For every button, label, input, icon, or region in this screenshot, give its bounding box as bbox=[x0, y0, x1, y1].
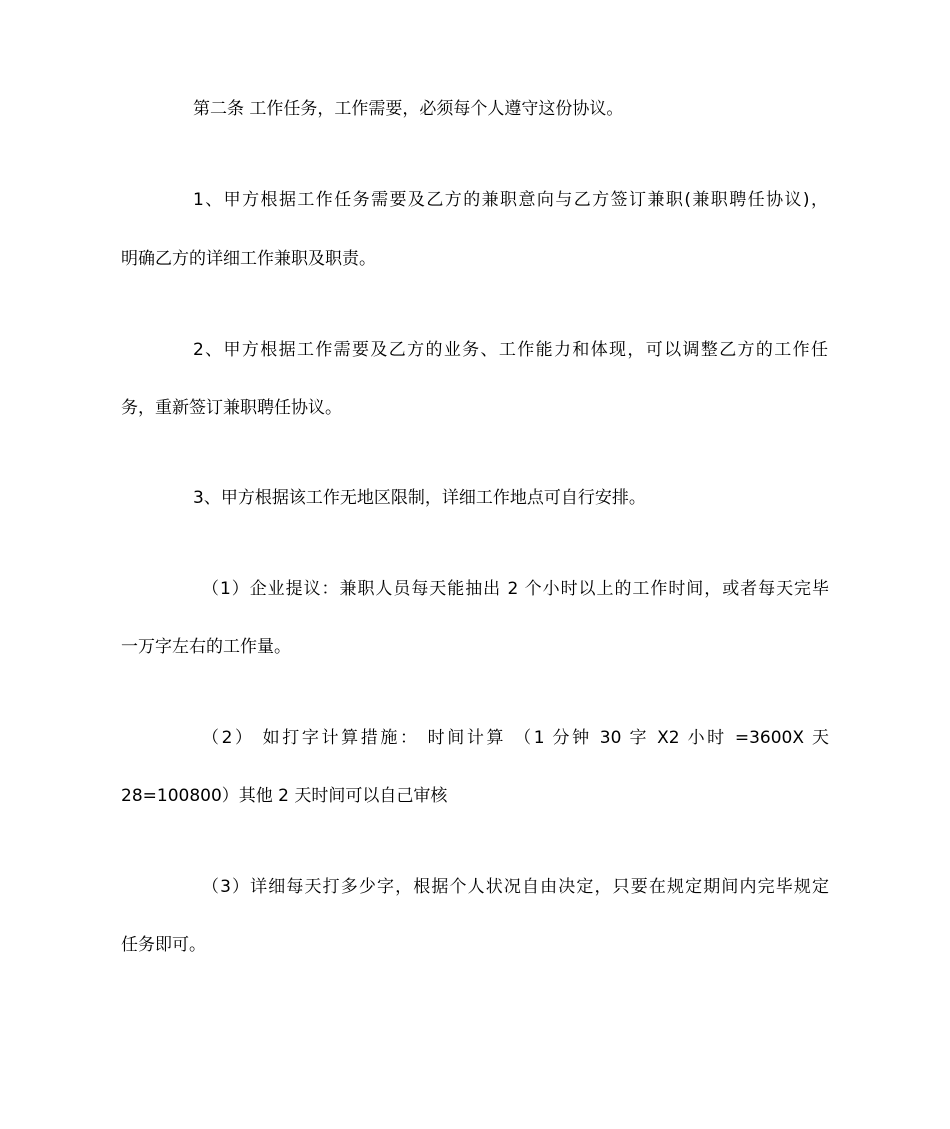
paragraph-3-line-1: 3、甲方根据该工作无地区限制，详细工作地点可自行安排。 bbox=[193, 488, 646, 508]
paragraph-1-line-1: 1、甲方根据工作任务需要及乙方的兼职意向与乙方签订兼职(兼职聘任协议)， bbox=[193, 190, 828, 210]
paragraph-2-line-1: 2、甲方根据工作需要及乙方的业务、工作能力和体现，可以调整乙方的工作任 bbox=[193, 340, 828, 360]
subitem-1-line-1: （1）企业提议：兼职人员每天能抽出 2 个小时以上的工作时间，或者每天完毕 bbox=[202, 579, 829, 599]
article-heading: 第二条 工作任务，工作需要，必须每个人遵守这份协议。 bbox=[193, 99, 624, 119]
subitem-3-line-2: 任务即可。 bbox=[121, 935, 206, 955]
subitem-2-line-1: （2） 如打字计算措施： 时间计算 （1 分钟 30 字 X2 小时 =3600X 天 bbox=[202, 728, 829, 748]
subitem-1-line-2: 一万字左右的工作量。 bbox=[121, 637, 291, 657]
paragraph-1-line-2: 明确乙方的详细工作兼职及职责。 bbox=[121, 249, 376, 269]
subitem-3-line-1: （3）详细每天打多少字，根据个人状况自由决定，只要在规定期间内完毕规定 bbox=[202, 877, 829, 897]
subitem-2-line-2: 28=100800）其他 2 天时间可以自己审核 bbox=[121, 786, 448, 806]
paragraph-2-line-2: 务，重新签订兼职聘任协议。 bbox=[121, 398, 342, 418]
